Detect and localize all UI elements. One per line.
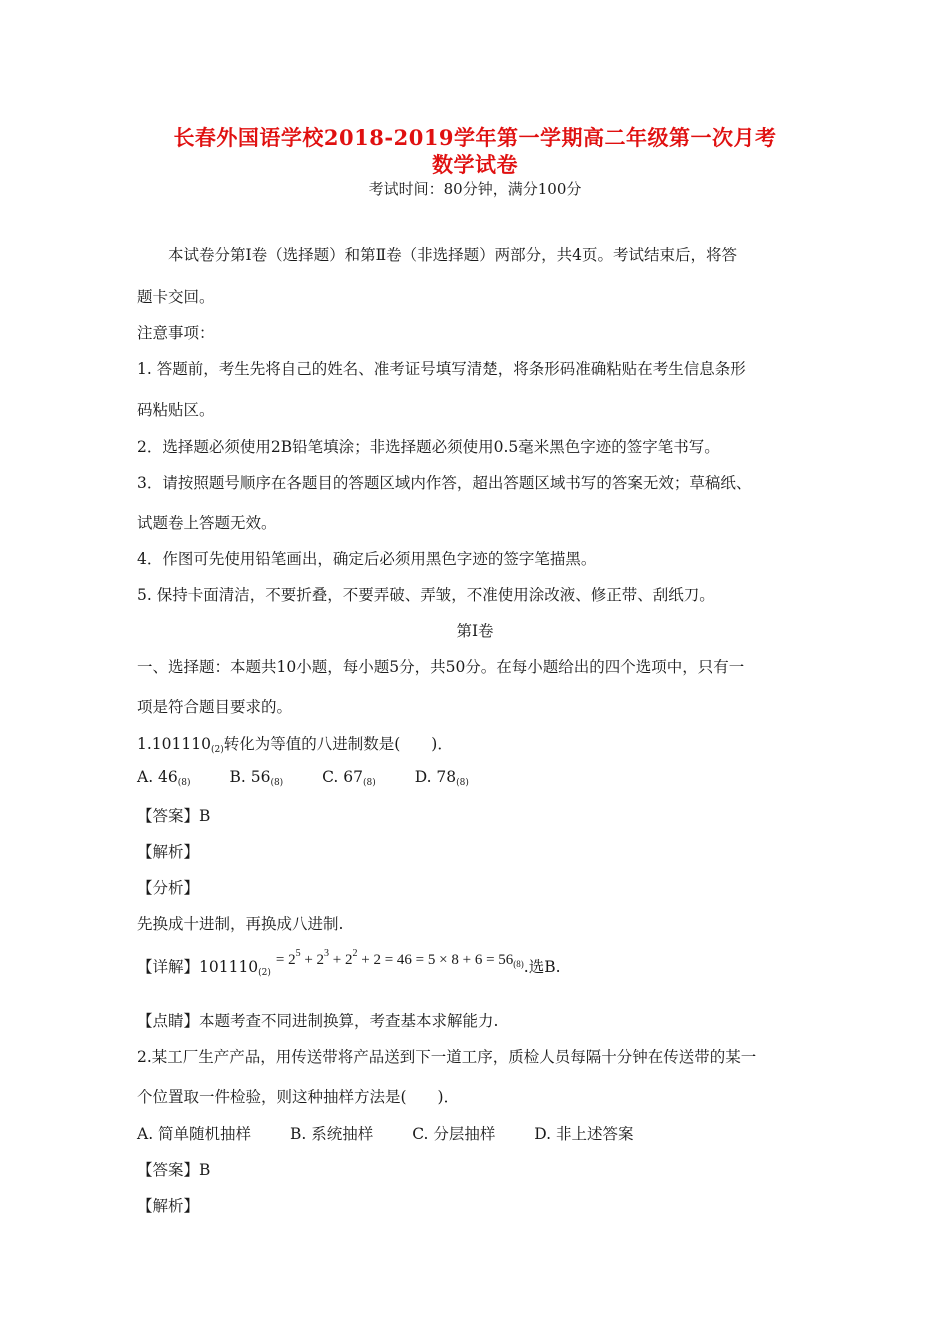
q1-fenxi-heading: 【分析】	[137, 879, 200, 897]
section-1-label: 第Ⅰ卷	[456, 622, 494, 640]
section-1-intro-line-2: 项是符合题目要求的。	[137, 698, 293, 716]
question-2-options	[137, 1122, 668, 1144]
q1-fenxi-text: 先换成十进制，再换成八进制.	[137, 915, 344, 933]
q2-option-a: A. 简单随机抽样	[137, 1125, 252, 1143]
q1-option-c: C. $67_{(8)}$	[322, 768, 376, 788]
note-4: 4．作图可先使用铅笔画出，确定后必须用黑色字迹的签字笔描黑。	[137, 550, 597, 568]
note-1-line-2: 码粘贴区。	[137, 401, 215, 419]
q1-formula-tail: .选B.	[523, 958, 561, 976]
question-1-options	[137, 768, 503, 788]
exam-title: 长春外国语学校2018-2019学年第一学期高二年级第一次月考	[173, 125, 777, 150]
q1-answer: 【答案】B	[137, 807, 211, 825]
q1-option-b: B. $56_{(8)}$	[229, 768, 284, 788]
exam-subject-title: 数学试卷	[432, 152, 518, 177]
q2-analysis-heading: 【解析】	[137, 1197, 200, 1215]
note-2: 2．选择题必须使用2B铅笔填涂；非选择题必须使用0.5毫米黑色字迹的签字笔书写。	[137, 438, 720, 456]
intro-line-2: 题卡交回。	[137, 288, 215, 306]
note-1-line-1: 1. 答题前，考生先将自己的姓名、准考证号填写清楚，将条形码准确粘贴在考生信息条形	[137, 360, 746, 378]
q1-option-d: D. $78_{(8)}$	[414, 768, 469, 788]
question-2-line-2: 个位置取一件检验，则这种抽样方法是( )．	[137, 1088, 460, 1106]
question-1-stem	[137, 732, 453, 755]
q1-detail-label: 【详解】101110	[137, 958, 259, 976]
note-3-line-1: 3．请按照题号顺序在各题目的答题区域内作答，超出答题区域书写的答案无效；草稿纸、	[137, 474, 752, 492]
exam-info: 考试时间：80分钟，满分100分	[368, 180, 582, 198]
note-5: 5. 保持卡面清洁，不要折叠，不要弄破、弄皱，不准使用涂改液、修正带、刮纸刀。	[137, 586, 715, 604]
q1-detail-subscript: (2)	[258, 968, 271, 978]
q1-suffix: 转化为等值的八进制数是( )．	[223, 735, 453, 753]
q2-option-c: C. 分层抽样	[412, 1125, 496, 1143]
q1-detailed-solution	[137, 948, 561, 978]
q1-base-subscript: (2)	[210, 745, 224, 755]
q2-answer: 【答案】B	[137, 1161, 211, 1179]
q1-analysis-heading: 【解析】	[137, 843, 200, 861]
q2-option-b: B. 系统抽样	[290, 1125, 374, 1143]
q1-formula: = $2^5 + 2^3 + 2^2 + 2 = 46 = 5 \times 8 + 6 = 56_{(8)}$	[275, 948, 524, 969]
section-1-intro-line-1: 一、选择题：本题共10小题，每小题5分，共50分。在每小题给出的四个选项中，只有一	[137, 658, 745, 676]
note-3-line-2: 试题卷上答题无效。	[137, 514, 277, 532]
q1-comment: 【点睛】本题考查不同进制换算，考查基本求解能力.	[137, 1012, 499, 1030]
notes-heading: 注意事项：	[137, 324, 215, 342]
question-2-line-1: 2.某工厂生产产品，用传送带将产品送到下一道工序，质检人员每隔十分钟在传送带的某一	[137, 1048, 757, 1066]
q1-prefix: 1.101110	[137, 735, 211, 753]
q1-option-a: A. $46_{(8)}$	[137, 768, 191, 788]
q2-option-d: D. 非上述答案	[534, 1125, 634, 1143]
intro-line-1: 本试卷分第Ⅰ卷（选择题）和第Ⅱ卷（非选择题）两部分，共4页。考试结束后，将答	[168, 246, 738, 264]
